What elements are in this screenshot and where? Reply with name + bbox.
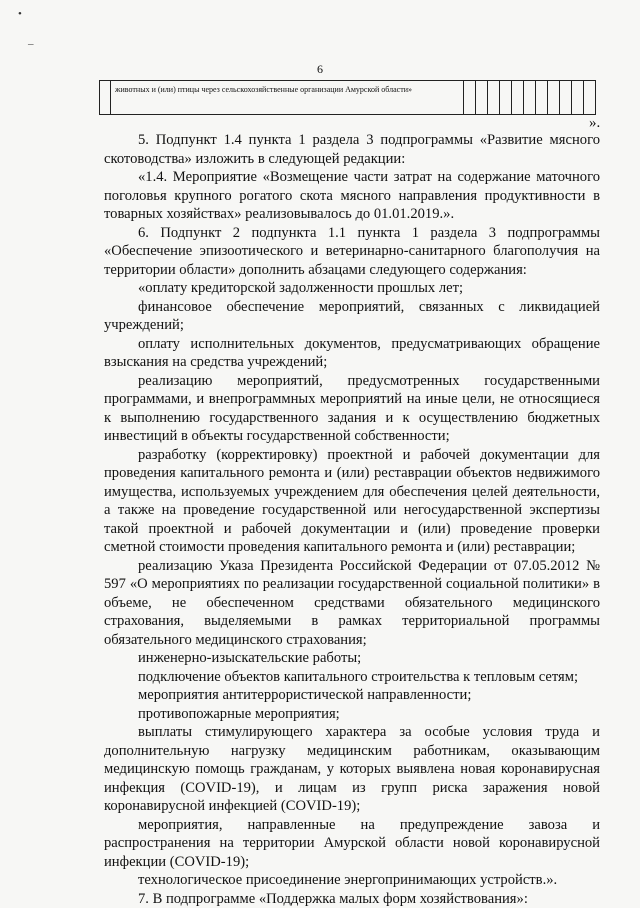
paragraph-item-7: 7. В подпрограмме «Поддержка малых форм хозяйствования»: (104, 890, 600, 908)
table-cell-empty (488, 81, 500, 115)
quote-end: ». (589, 115, 600, 132)
paragraph-engineering: инженерно-изыскательские работы; (104, 649, 600, 668)
paragraph-item-5: 5. Подпункт 1.4 пункта 1 раздела 3 подпрограммы «Развитие мясного скотоводства» изложить в следующей редакции: (104, 131, 600, 168)
paragraph-covid: мероприятия, направленные на предупреждение завоза и распространения на территории Амурской области новой коронавирусной инфекции (COVID-19); (104, 816, 600, 872)
paragraph-payments: выплаты стимулирующего характера за особые условия труда и дополнительную нагрузку медицинским работникам, оказывающим медицинскую помощь гражданам, у которых выявлена новая коронавирусная инфекция (COVID-19), и лицам из групп риска заражения новой коронавирусной инфекцией (COVID-19); (104, 723, 600, 816)
paragraph-design-docs: разработку (корректировку) проектной и рабочей документации для проведения капитального ремонта и (или) реставрации объектов недвижимого имущества, используемых учреждением для обеспечения целей деятельности, а также на проведение государственной или негосударственной экспертизы такой проектной и рабочей документации и (или) проведение проверки сметной стоимости проведения капитального ремонта и (или) реставрации; (104, 446, 600, 557)
paragraph-decree: реализацию Указа Президента Российской Федерации от 07.05.2012 № 597 «О мероприятиях по реализации государственной социальной политики» в объеме, не обеспеченном средствами обязательного медицинского страхования, выделяемыми в рамках территориальной программы обязательного медицинского страхования; (104, 557, 600, 650)
paragraph-enforcement: оплату исполнительных документов, предусматривающих обращение взыскания на средства учреждений; (104, 335, 600, 372)
table-cell-empty (584, 81, 596, 115)
table-cell-empty (572, 81, 584, 115)
table-cell-empty (464, 81, 476, 115)
paragraph-liquidation: финансовое обеспечение мероприятий, связанных с ликвидацией учреждений; (104, 298, 600, 335)
scan-mark-dot: • (18, 8, 22, 20)
table-cell-empty (548, 81, 560, 115)
document-body (104, 131, 600, 908)
table-cell-empty (536, 81, 548, 115)
scan-mark-dash: – (28, 38, 34, 50)
table-cell-empty (500, 81, 512, 115)
paragraph-programs: реализацию мероприятий, предусмотренных государственными программами, и внепрограммных мероприятий на иные цели, не относящиеся к выполнению государственного задания и к осуществлению бюджетных инвестиций в объекты государственной собственности; (104, 372, 600, 446)
table-cell-empty (100, 81, 111, 115)
table-fragment (99, 80, 596, 115)
table-cell-empty (560, 81, 572, 115)
table-row (100, 81, 596, 115)
table-cell-empty (524, 81, 536, 115)
paragraph-heating: подключение объектов капитального строительства к тепловым сетям; (104, 668, 600, 687)
table-cell-empty (512, 81, 524, 115)
paragraph-item-6: 6. Подпункт 2 подпункта 1.1 пункта 1 раздела 3 подпрограммы «Обеспечение эпизоотического и ветеринарно-санитарного благополучия на территории области» дополнить абзацами следующего содержания: (104, 224, 600, 280)
paragraph-fire: противопожарные мероприятия; (104, 705, 600, 724)
paragraph-antiterror: мероприятия антитеррористической направленности; (104, 686, 600, 705)
paragraph-quote-1-4: «1.4. Мероприятие «Возмещение части затрат на содержание маточного поголовья крупного рогатого скота мясного направления продуктивности в товарных хозяйствах» реализовывалось до 01.01.2019.». (104, 168, 600, 224)
table-cell-empty (476, 81, 488, 115)
page-number: 6 (0, 62, 640, 77)
table-cell-text: животных и (или) птицы через сельскохозяйственные организации Амурской области» (111, 81, 464, 115)
paragraph-debt: «оплату кредиторской задолженности прошлых лет; (104, 279, 600, 298)
paragraph-power: технологическое присоединение энергопринимающих устройств.». (104, 871, 600, 890)
